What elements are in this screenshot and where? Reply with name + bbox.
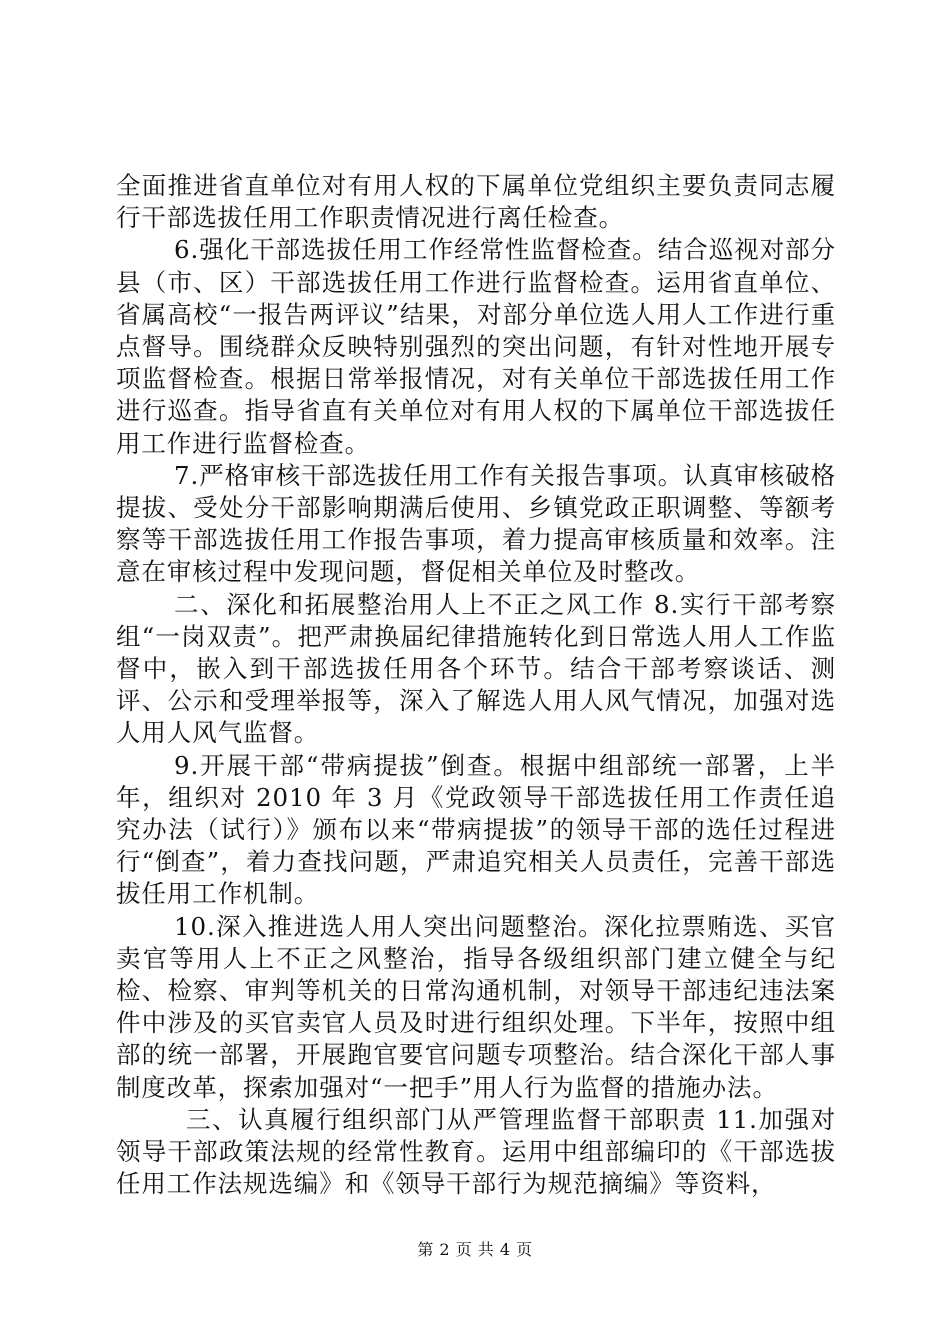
paragraph-section-3: 三、认真履行组织部门从严管理监督干部职责 11.加强对领导干部政策法规的经常性教育。运用中组部编印的《干部选拔任用工作法规选编》和《领导干部行为规范摘编》等资料，: [116, 1104, 836, 1199]
paragraph-item-10: 10.深入推进选人用人突出问题整治。深化拉票贿选、买官卖官等用人上不正之风整治，指导各级组织部门建立健全与纪检、检察、审判等机关的日常沟通机制，对领导干部违纪违法案件中涉及的买官卖官人员及时进行组织处理。下半年，按照中组部的统一部署，开展跑官要官问题专项整治。结合深化干部人事制度改革，探索加强对“一把手”用人行为监督的措施办法。: [116, 911, 836, 1102]
paragraph-item-9: 9.开展干部“带病提拔”倒查。根据中组部统一部署，上半年，组织对 2010 年 3 月《党政领导干部选拔任用工作责任追究办法（试行）》颁布以来“带病提拔”的领导干部的选任过程进行“倒查”，着力查找问题，严肃追究相关人员责任，完善干部选拔任用工作机制。: [116, 750, 836, 909]
page-footer: [0, 1240, 950, 1260]
page-number-label: 第 2 页 共 4 页: [417, 1240, 533, 1259]
paragraph-section-2: 二、深化和拓展整治用人上不正之风工作 8.实行干部考察组“一岗双责”。把严肃换届纪律措施转化到日常选人用人工作监督中，嵌入到干部选拔任用各个环节。结合干部考察谈话、测评、公示和受理举报等，深入了解选人用人风气情况，加强对选人用人风气监督。: [116, 589, 836, 748]
paragraph-item-6: 6.强化干部选拔任用工作经常性监督检查。结合巡视对部分县（市、区）干部选拔任用工作进行监督检查。运用省直单位、省属高校“一报告两评议”结果，对部分单位选人用人工作进行重点督导。围绕群众反映特别强烈的突出问题，有针对性地开展专项监督检查。根据日常举报情况，对有关单位干部选拔任用工作进行巡查。指导省直有关单位对有用人权的下属单位干部选拔任用工作进行监督检查。: [116, 235, 836, 458]
document-body: [116, 170, 836, 1201]
paragraph-item-7: 7.严格审核干部选拔任用工作有关报告事项。认真审核破格提拔、受处分干部影响期满后使用、乡镇党政正职调整、等额考察等干部选拔任用工作报告事项，着力提高审核质量和效率。注意在审核过程中发现问题，督促相关单位及时整改。: [116, 460, 836, 587]
paragraph-continuation: 全面推进省直单位对有用人权的下属单位党组织主要负责同志履行干部选拔任用工作职责情况进行离任检查。: [116, 171, 836, 233]
